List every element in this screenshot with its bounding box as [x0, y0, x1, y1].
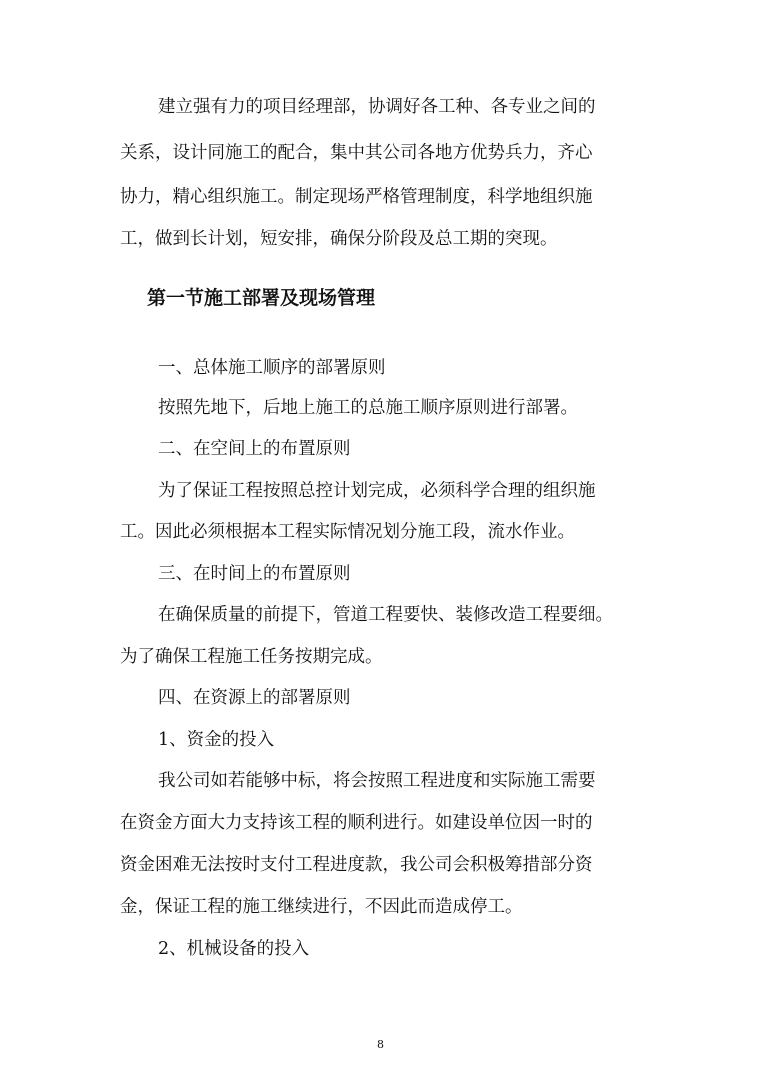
item3-line-2: 为了确保工程施工任务按期完成。 [120, 647, 383, 667]
item4-sub1-line-1: 我公司如若能够中标，将会按照工程进度和实际施工需要 [158, 771, 596, 791]
item4-sub1-line-3: 资金困难无法按时支付工程进度款，我公司会积极筹措部分资 [120, 855, 593, 875]
item4-sub1-line-2: 在资金方面大力支持该工程的顺利进行。如建设单位因一时的 [120, 813, 593, 833]
intro-line-3: 协力，精心组织施工。制定现场严格管理制度，科学地组织施 [120, 187, 593, 207]
item2-line-1: 为了保证工程按照总控计划完成，必须科学合理的组织施 [158, 481, 596, 501]
item3-line-1: 在确保质量的前提下，管道工程要快、装修改造工程要细。 [158, 605, 613, 625]
section-title: 第一节施工部署及现场管理 [147, 287, 376, 309]
item4-heading: 四、在资源上的部署原则 [158, 688, 351, 708]
intro-line-2: 关系，设计同施工的配合，集中其公司各地方优势兵力，齐心 [120, 143, 593, 163]
intro-line-4: 工，做到长计划，短安排，确保分阶段及总工期的突现。 [120, 229, 558, 249]
item4-sub1-line-4: 金，保证工程的施工继续进行，不因此而造成停工。 [120, 897, 523, 917]
item1-line-1: 按照先地下，后地上施工的总施工顺序原则进行部署。 [158, 398, 578, 418]
page-number: 8 [377, 1038, 384, 1051]
item2-heading: 二、在空间上的布置原则 [158, 439, 351, 459]
item1-heading: 一、总体施工顺序的部署原则 [158, 358, 386, 378]
intro-line-1: 建立强有力的项目经理部，协调好各工种、各专业之间的 [158, 97, 596, 117]
item4-sub2-heading: 2、机械设备的投入 [158, 939, 310, 959]
item4-sub1-heading: 1、资金的投入 [158, 730, 275, 750]
item2-line-2: 工。因此必须根据本工程实际情况划分施工段，流水作业。 [120, 522, 575, 542]
item3-heading: 三、在时间上的布置原则 [158, 564, 351, 584]
